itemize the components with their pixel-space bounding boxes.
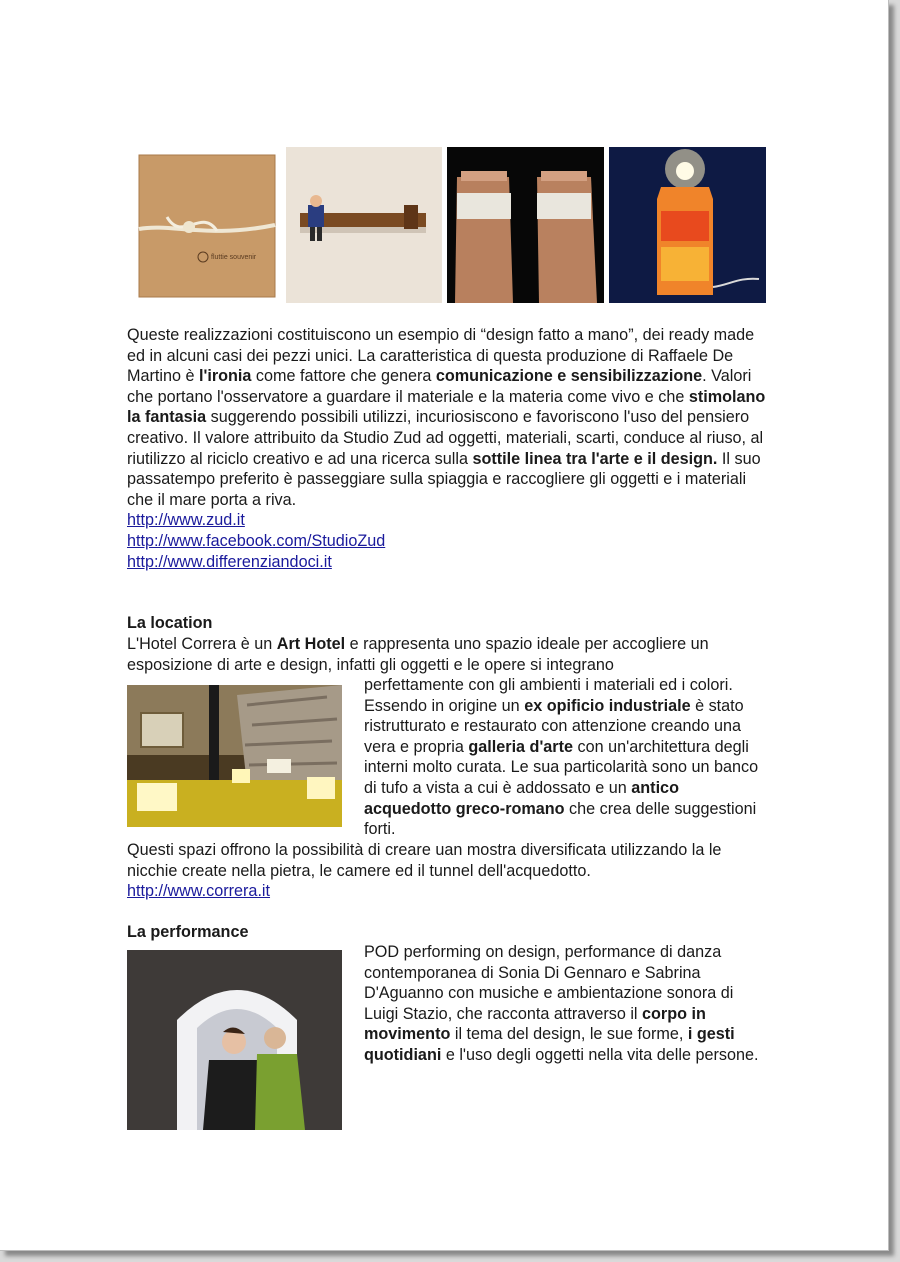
location-closing: Questi spazi offrono la possibilità di creare uan mostra diversificata utilizzando la le nicchie create nella pietra, le camere ed il tunnel dell'acquedotto. http://www.correra.it [127, 841, 722, 901]
photo-juice-carton-lamp [609, 147, 766, 303]
location-wrapped-text: perfettamente con gli ambienti i materiali ed i colori. Essendo in origine un ex opificio industriale è stato ristrutturato e restaurato con attenzione creando una vera e propria galleria d'arte con un'architettura degli interni molto curata. Le sua particolarità sono un banco di tufo a vista a cui è addossato e un antico acquedotto greco-romano che crea delle suggestioni forti. [364, 676, 759, 839]
photo-dancers-performance [127, 950, 342, 1130]
location-heading: La location [127, 614, 213, 632]
link-zud[interactable]: http://www.zud.it [127, 511, 245, 530]
location-intro: L'Hotel Correra è un Art Hotel e rappresenta uno spazio ideale per accogliere un esposizione di arte e design, infatti gli oggetti e le opere si integrano [127, 635, 709, 674]
link-facebook-studiozud[interactable]: http://www.facebook.com/StudioZud [127, 531, 386, 550]
link-correra[interactable]: http://www.correra.it [127, 882, 271, 901]
photo-feet-with-paper-sandals [447, 147, 604, 303]
performance-text: POD performing on design, performance di danza contemporanea di Sonia Di Gennaro e Sabrina D'Aguanno con musiche e ambientazione sonora di Luigi Stazio, che racconta attraverso il corpo in movimento il tema del design, le sue forme, i gesti quotidiani e l'uso degli oggetti nella vita delle persone. [364, 943, 759, 1064]
photo-figure-on-wooden-shelf [286, 147, 442, 303]
intro-paragraph: Queste realizzazioni costituiscono un esempio di “design fatto a mano”, dei ready made ed in alcuni casi dei pezzi unici. La caratteristica di questa produzione di Raffaele De Martino è l'ironia come fattore che genera comunicazione e sensibilizzazione. Valori che portano l'osservatore a guardare il materiale e la materia come vivo e che stimolano la fantasia suggerendo possibili utilizzi, incuriosiscono e favoriscono l'uso del pensiero creativo. Il valore attribuito da Studio Zud ad oggetti, materiali, scarti, conduce al riuso, al riutilizzo al riciclo creativo e ad una ricerca sulla sottile linea tra l'arte e il design. Il suo passatempo preferito è passeggiare sulla spiaggia e raccogliere gli oggetti e i materiali che il mare porta a riva. http://www.zud.it http://www.facebook.com/StudioZud http://www.differenziandoci.it [127, 326, 766, 571]
photo-hotel-interior [127, 685, 342, 827]
performance-heading: La performance [127, 923, 249, 941]
link-differenziandoci[interactable]: http://www.differenziandoci.it [127, 552, 332, 571]
svg-text:fluttie souvenir: fluttie souvenir [211, 254, 257, 261]
photo-cardboard-dvd-case [127, 147, 282, 303]
